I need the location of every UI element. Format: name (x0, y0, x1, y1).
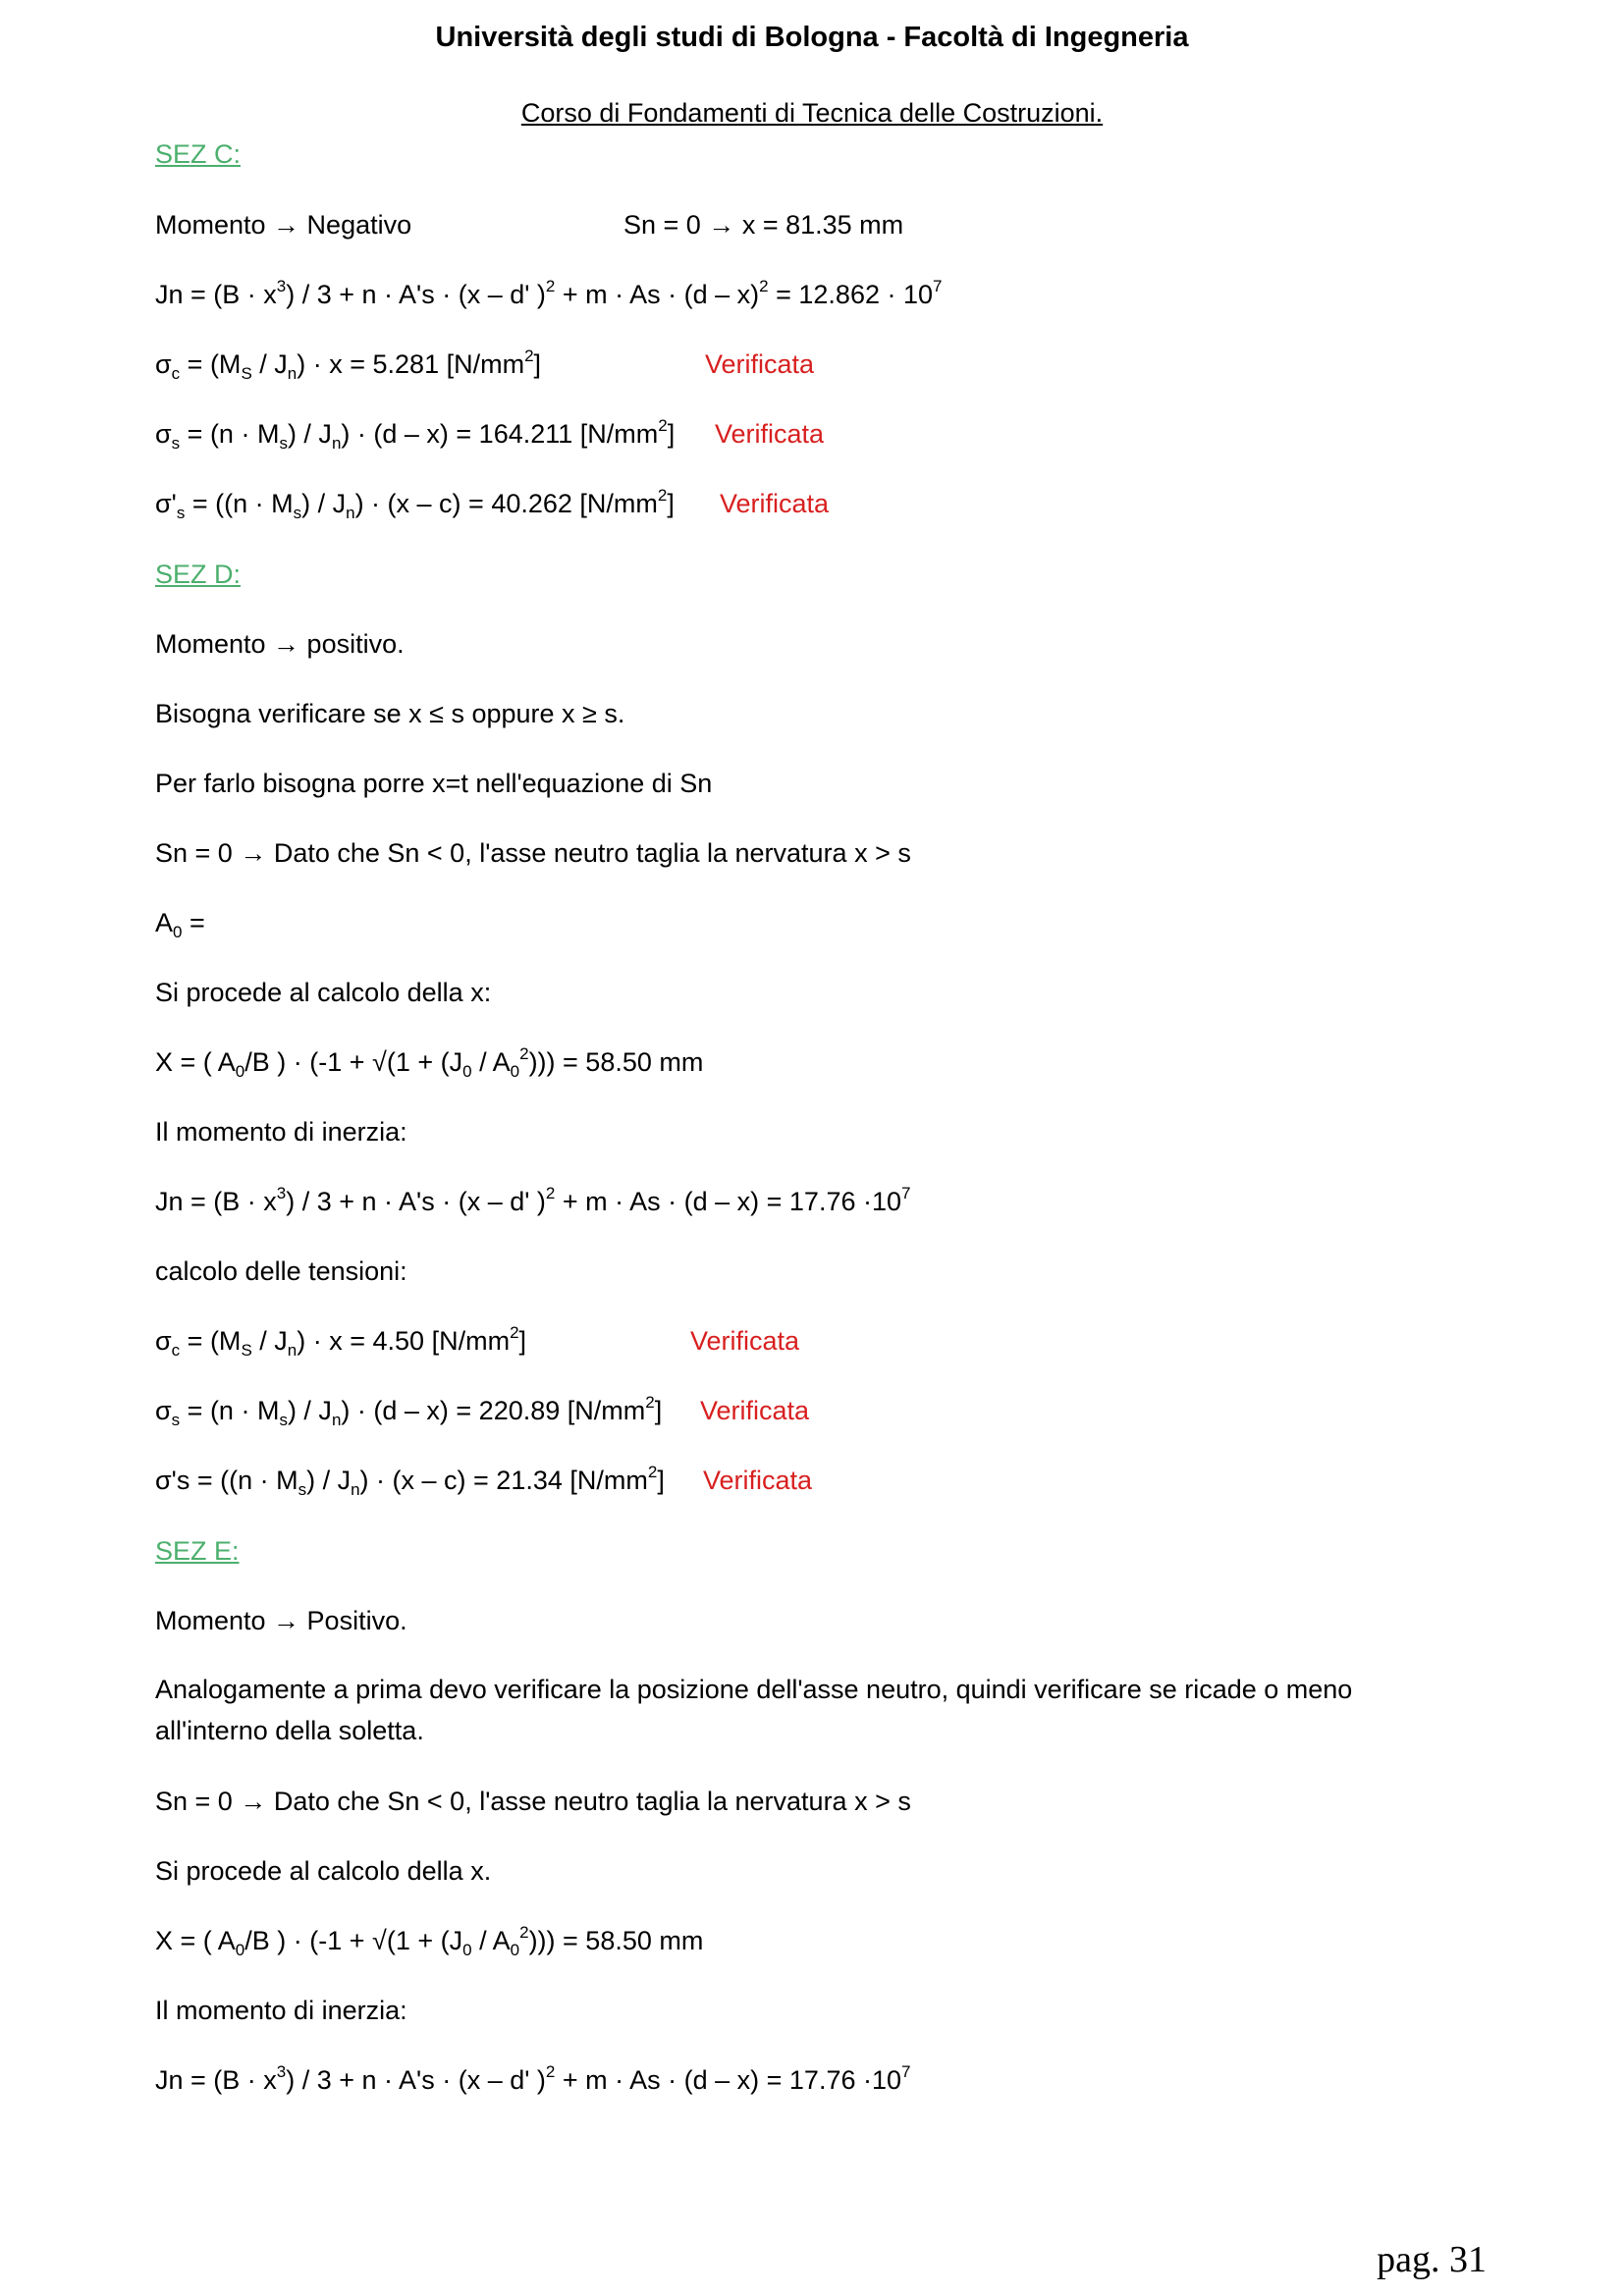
section-e-x-formula: X = ( $A_0/B$ ) · $(-1 + √(1 + (J_0 / A_0^2))) = 58.50$ mm (155, 1923, 704, 1959)
section-d-sn: Sn = 0 → Dato che Sn < 0, l'asse neutro taglia la nervatura x > s (155, 838, 911, 868)
section-e-heading: SEZ E: (155, 1536, 240, 1566)
section-d-moment: Momento → positivo. (155, 629, 405, 659)
section-c-sigma-s (155, 417, 824, 451)
section-c-jn-formula (155, 278, 942, 311)
exponent: 2 (759, 277, 769, 295)
sn-text: Sn = 0 → x = 81.35 mm (623, 210, 904, 240)
section-d-bisogna: Bisogna verificare se x ≤ s oppure x ≥ s. (155, 699, 625, 728)
formula: $\sigma's = ((n \cdot M_s) / J_n) \cdot (x - c) = 21.34$ $[N/mm^2]$ (155, 1463, 665, 1499)
section-d-inerzia: Il momento di inerzia: (155, 1117, 407, 1147)
section-e-siprocede: Si procede al calcolo della x. (155, 1856, 492, 1886)
section-c-sigma-c (155, 347, 814, 381)
section-d-heading: SEZ D: (155, 560, 242, 589)
formula-part: Jn = (B · x (155, 280, 277, 309)
section-d-x-formula: X = ( $A_0/B$ ) · $(-1 + √(1 + (J_0 / A_0^2))) = 58.50$ mm (155, 1044, 704, 1081)
formula: $\sigma_c = (M_S / J_n) \cdot x = 4.50$ $[N/mm^2]$ (155, 1323, 527, 1360)
section-d-sigma-s (155, 1394, 809, 1427)
section-d-a0: $A_0$ = (155, 908, 205, 941)
section-e-analogamente: Analogamente a prima devo verificare la posizione dell'asse neutro, quindi verificare se ricade o meno all'interno della soletta. (155, 1675, 1353, 1745)
page-number: pag. 31 (1377, 2239, 1487, 2280)
formula-part: ) / 3 + n · A's · (x – d' ) (286, 280, 546, 309)
exponent: 2 (545, 277, 556, 295)
section-d-tensioni: calcolo delle tensioni: (155, 1256, 407, 1286)
exponent: 3 (276, 277, 287, 295)
verified-label: Verificata (705, 349, 815, 379)
verified-label: Verificata (720, 489, 830, 518)
moment-text: Momento → Negativo (155, 210, 412, 240)
section-d-sigma-s-prime (155, 1464, 812, 1497)
section-e-inerzia: Il momento di inerzia: (155, 1996, 407, 2025)
verified-label: Verificata (690, 1326, 800, 1356)
formula: $\sigma'_s = ((n \cdot M_s) / J_n) \cdot (x - c) = 40.262$ $[N/mm^2]$ (155, 486, 675, 522)
section-c-heading: SEZ C: (155, 139, 242, 169)
section-d-sigma-c (155, 1324, 799, 1358)
exponent: 7 (933, 277, 943, 295)
formula: $\sigma_s = (n \cdot M_s) / J_n) \cdot (d - x) = 220.89$ $[N/mm^2]$ (155, 1393, 663, 1429)
section-d-siprocede: Si procede al calcolo della x: (155, 978, 492, 1007)
section-d-perfarlo: Per farlo bisogna porre x=t nell'equazione di Sn (155, 769, 713, 798)
formula-part: + m · As · (d – x) (555, 280, 760, 309)
section-c-moment-line (155, 208, 903, 241)
document-title: Università degli studi di Bologna - Facoltà di Ingegneria (435, 22, 1189, 53)
verified-label: Verificata (715, 419, 825, 449)
course-title: Corso di Fondamenti di Tecnica delle Costruzioni. (520, 98, 1104, 128)
section-e-sn: Sn = 0 → Dato che Sn < 0, l'asse neutro taglia la nervatura x > s (155, 1787, 911, 1816)
section-e-jn-formula: $Jn = (B \cdot x^3) / 3 + n \cdot A's \cdot (x - d'$ )$^2 + m \cdot As \cdot (d - x) = 17.76 \cdot 10^7$ (155, 2062, 911, 2095)
formula: $\sigma_c = (M_S / J_n) \cdot x = 5.281$ $[N/mm^2]$ (155, 347, 542, 383)
verified-label: Verificata (700, 1396, 810, 1425)
formula: $\sigma_s = (n \cdot M_s) / J_n) \cdot (d - x) = 164.211$ $[N/mm^2]$ (155, 416, 676, 453)
section-e-moment: Momento → Positivo. (155, 1606, 407, 1635)
formula-part: = 12.862 · 10 (768, 280, 934, 309)
section-d-jn-formula: $Jn = (B \cdot x^3) / 3 + n \cdot A's \cdot (x - d'$ )$^2 + m \cdot As \cdot (d - x) = 17.76 \cdot 10^7$ (155, 1184, 911, 1216)
verified-label: Verificata (703, 1466, 813, 1495)
section-c-sigma-s-prime (155, 487, 829, 520)
